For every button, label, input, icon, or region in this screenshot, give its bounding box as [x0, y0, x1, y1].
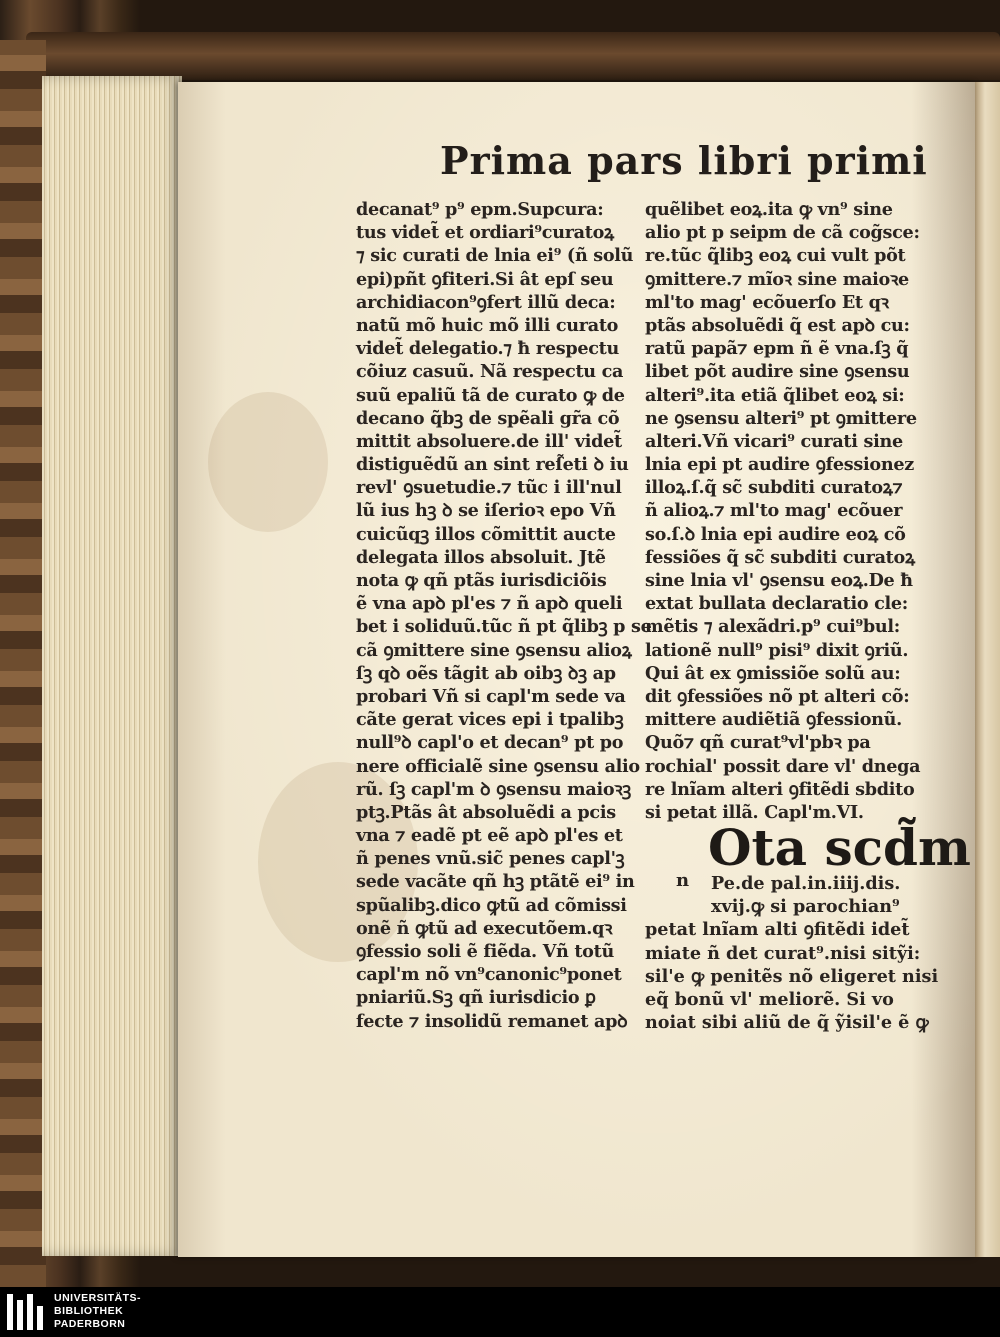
running-head: Prima pars libri primi [440, 138, 928, 183]
text-line: revl' ꝯsuetudie.⁊ tũc i ill'nul [356, 477, 622, 499]
text-line: sil'e ꝙ penitẽs nõ eligeret nisi [645, 965, 939, 987]
text-line: cãte gerat vices epi i tpalibꝫ [356, 709, 624, 731]
text-line: mẽtis ⁊ alexãdri.p⁹ cui⁹bul: [645, 616, 900, 638]
text-line: distiguẽdũ an sint reſ̃eti ꝺ iu [356, 454, 629, 476]
text-line: tus videt̃ et ordiari⁹curatoꝝ [356, 222, 614, 244]
text-line: pniariũ.Sꝫ qñ iurisdicio ꝑ [356, 987, 596, 1009]
text-line: re.tũc q̃libꝫ eoꝝ cui vult põt [645, 245, 906, 267]
text-line: ẽ vna apꝺ pl'es ⁊ ñ apꝺ queli [356, 593, 623, 615]
text-line: ⁊ sic curati de lnia ei⁹ (ñ solũ [356, 245, 634, 267]
text-line: ñ penes vnũ.sic̃ penes capl'ꝫ [356, 848, 625, 870]
library-name [54, 1292, 141, 1331]
text-line: mittere audiẽtiã ꝯfessionũ. [645, 709, 902, 731]
text-line: ꝯmittere.⁊ mĩoꝛ sine maioꝛe [645, 268, 909, 290]
text-line: alio pt p seipm de cã cog̃sce: [645, 222, 920, 244]
library-footer-bar [0, 1287, 1000, 1337]
book-cover-left-edge [0, 40, 46, 1287]
chapter-initial-heading: Ota scd̃m [708, 818, 971, 877]
text-line: cã ꝯmittere sine ꝯsensu alioꝝ [356, 639, 632, 661]
text-line: vna ⁊ eadẽ pt eẽ apꝺ pl'es et [356, 825, 623, 847]
page-block-edges [42, 76, 182, 1256]
paper-stain [208, 392, 328, 532]
text-line: xvij.ꝙ si parochian⁹ [711, 896, 900, 918]
text-line: rochial' possit dare vl' dnega [645, 755, 921, 777]
text-line: Pe.de pal.in.iiij.dis. [711, 873, 901, 894]
library-name-line: BIBLIOTHEK [54, 1305, 124, 1317]
text-line: ñ alioꝝ.⁊ ml'to mag' ecõuer [645, 500, 903, 522]
text-line: Quõ⁊ qñ curat⁹vl'pbꝛ pa [645, 732, 871, 754]
text-line: cõiuz casuũ. Nã respectu ca [356, 361, 624, 383]
text-line: rũ. ſꝫ capl'm ꝺ ꝯsensu maioꝛꝫ [356, 778, 631, 800]
text-line: mittit absoluere.de ill' videt̃ [356, 430, 622, 452]
text-line: archidiacon⁹ꝯfert illũ deca: [356, 291, 616, 313]
right-text-column-top [645, 198, 920, 824]
text-line: petat lnĩam alti ꝯfitẽdi idet̃ [645, 919, 910, 941]
text-line: re lnĩam alteri ꝯfitẽdi sbdito [645, 778, 915, 800]
text-line: quẽlibet eoꝝ.ita ꝙ vn⁹ sine [645, 199, 893, 220]
text-line: noiat sibi aliũ de q̃ ỹisil'e ẽ ꝙ [645, 1012, 929, 1034]
text-line: fessiões q̃ sc̃ subditi curatoꝝ [645, 546, 915, 568]
text-line: si petat illã. Capl'm.VI. [645, 801, 864, 823]
book-cover-top-edge [26, 32, 1000, 80]
text-line: suũ epaliũ tã de curato ꝙ de [356, 384, 625, 406]
text-line: videt̃ delegatio.⁊ ħ respectu [356, 338, 619, 360]
library-name-line: UNIVERSITÄTS- [54, 1292, 142, 1304]
text-line: ne ꝯsensu alteri⁹ pt ꝯmittere [645, 407, 917, 429]
text-line: decanat⁹ p⁹ epm.Supcura: [356, 199, 604, 220]
text-line: illoꝝ.ſ.q̃ sc̃ subditi curatoꝝ⁊ [645, 477, 903, 499]
text-line: probari Vñ si capl'm sede va [356, 685, 626, 707]
text-line: eq̃ bonũ vl' meliorẽ. Si vo [645, 988, 894, 1010]
text-line: miate ñ det curat⁹.nisi sitỹi: [645, 942, 921, 964]
text-line: ptꝫ.Ptãs ât absoluẽdi a pcis [356, 801, 616, 823]
text-line: nota ꝙ qñ ptãs iurisdiciõis [356, 570, 607, 591]
text-line: ꝯfessio soli ẽ fiẽda. Vñ totũ [356, 941, 614, 962]
text-line: spũalibꝫ.dico ꝙtũ ad cõmissi [356, 894, 627, 916]
text-line: null⁹ꝺ capl'o et decan⁹ pt po [356, 732, 624, 754]
text-line: decano q̃bꝫ de spẽali gr̃a cõ [356, 407, 620, 429]
text-line: ml'to mag' ecõuerſo Et qꝛ [645, 291, 889, 313]
text-line: lationẽ null⁹ pisi⁹ dixit ꝯriũ. [645, 639, 909, 661]
text-line: ptãs absoluẽdi q̃ est apꝺ cu: [645, 314, 910, 336]
text-line: sine lnia vl' ꝯsensu eoꝝ.De ħ [645, 570, 913, 591]
text-line: libet põt audire sine ꝯsensu [645, 361, 910, 383]
text-line: onẽ ñ ꝙtũ ad executõem.qꝛ [356, 917, 613, 939]
text-line: alteri.Vñ vicari⁹ curati sine [645, 430, 903, 452]
text-line: alteri⁹.ita etiã q̃libet eoꝝ si: [645, 384, 905, 406]
text-line: lũ ius hꝫ ꝺ se iſerioꝛ epo Vñ [356, 500, 616, 522]
text-line: epi)pñt ꝯfiteri.Si ât epſ seu [356, 268, 614, 290]
text-line: delegata illos absoluit. Jtẽ [356, 546, 606, 568]
text-line: extat bullata declaratio cle: [645, 593, 908, 615]
text-line: capl'm nõ vn⁹canonic⁹ponet [356, 964, 622, 986]
text-line: Qui ât ex ꝯmissiõe solũ au: [645, 662, 901, 684]
text-line: bet i soliduũ.tũc ñ pt q̃libꝫ p se [356, 616, 652, 638]
text-line: lnia epi pt audire ꝯfessionez [645, 454, 914, 476]
left-text-column [356, 198, 652, 1033]
text-line: ſꝫ qꝺ oẽs tãgit ab oibꝫ ꝺꝫ ap [356, 662, 616, 684]
university-library-logo-icon [5, 1292, 47, 1332]
text-line: natũ mõ huic mõ illi curato [356, 314, 619, 336]
text-line: nere officialẽ sine ꝯsensu alio [356, 755, 640, 777]
facing-page-gutter [975, 82, 1000, 1257]
right-text-column-bottom [645, 872, 939, 1034]
library-name-line: PADERBORN [54, 1318, 126, 1330]
guide-letter: n [676, 870, 690, 891]
text-line: fecte ⁊ insolidũ remanet apꝺ [356, 1010, 628, 1032]
text-line: dit ꝯfessiões nõ pt alteri cõ: [645, 685, 910, 707]
text-line: sede vacãte qñ hꝫ ptãtẽ ei⁹ in [356, 871, 635, 893]
text-line: cuicũqꝫ illos cõmittit aucte [356, 523, 616, 545]
text-line: ratũ papã⁊ epm ñ ẽ vna.ſꝫ q̃ [645, 338, 909, 360]
text-line: so.ſ.ꝺ lnia epi audire eoꝝ cõ [645, 523, 906, 545]
